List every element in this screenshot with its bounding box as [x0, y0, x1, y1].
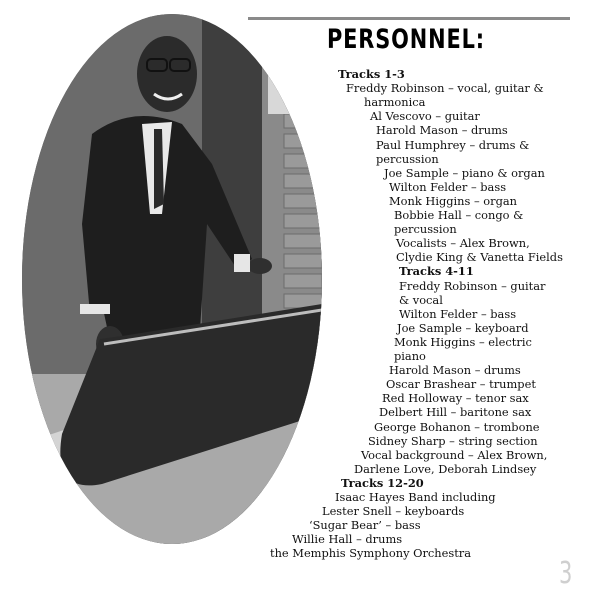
credit-line: Freddy Robinson – vocal, guitar & [346, 81, 544, 96]
credit-line: & vocal [399, 292, 443, 307]
credit-line: harmonica [364, 95, 426, 110]
credit-line: Harold Mason – drums [389, 363, 521, 378]
credit-line: Willie Hall – drums [292, 532, 403, 547]
credit-line: Bobbie Hall – congo & [394, 208, 524, 222]
page-number: 3 [559, 556, 573, 591]
credit-line: Isaac Hayes Band including [335, 490, 496, 504]
credit-line: Paul Humphrey – drums & [376, 137, 530, 152]
musician-photo [22, 14, 322, 544]
credit-line: Delbert Hill – baritone sax [379, 405, 532, 420]
credit-line: Freddy Robinson – guitar [399, 278, 546, 293]
page-title: PERSONNEL: [327, 24, 485, 55]
photo-illustration [22, 14, 322, 544]
credit-line: Red Holloway – tenor sax [382, 391, 529, 406]
credit-line: Wilton Felder – bass [389, 179, 507, 194]
credit-line: Joe Sample – piano & organ [384, 165, 545, 180]
credit-line: the Memphis Symphony Orchestra [270, 546, 472, 561]
credit-line: Monk Higgins – electric [394, 334, 532, 349]
credit-line: Monk Higgins – organ [389, 193, 518, 208]
section-header: Tracks 1-3 [338, 67, 405, 81]
section-header: Tracks 4-11 [399, 264, 474, 279]
top-rule [248, 17, 570, 20]
credit-line: Oscar Brashear – trumpet [386, 377, 536, 392]
credit-line: Clydie King & Vanetta Fields [396, 250, 563, 265]
credit-line: Joe Sample – keyboard [397, 320, 529, 335]
credit-line: Darlene Love, Deborah Lindsey [354, 461, 537, 476]
credit-line: Harold Mason – drums [376, 123, 508, 138]
credit-line: piano [394, 349, 426, 363]
credit-line: Vocal background – Alex Brown, [361, 447, 548, 462]
credit-line: ‘Sugar Bear’ – bass [309, 518, 421, 533]
credit-line: Vocalists – Alex Brown, [396, 236, 530, 251]
credit-line: percussion [376, 151, 439, 166]
credit-line: Al Vescovo – guitar [370, 109, 480, 124]
credit-line: Sidney Sharp – string section [368, 433, 538, 448]
credit-line: Wilton Felder – bass [399, 306, 517, 321]
credit-line: Lester Snell – keyboards [322, 504, 465, 519]
credit-line: George Bohanon – trombone [374, 419, 540, 434]
section-header: Tracks 12-20 [341, 475, 424, 490]
credit-line: percussion [394, 222, 457, 237]
